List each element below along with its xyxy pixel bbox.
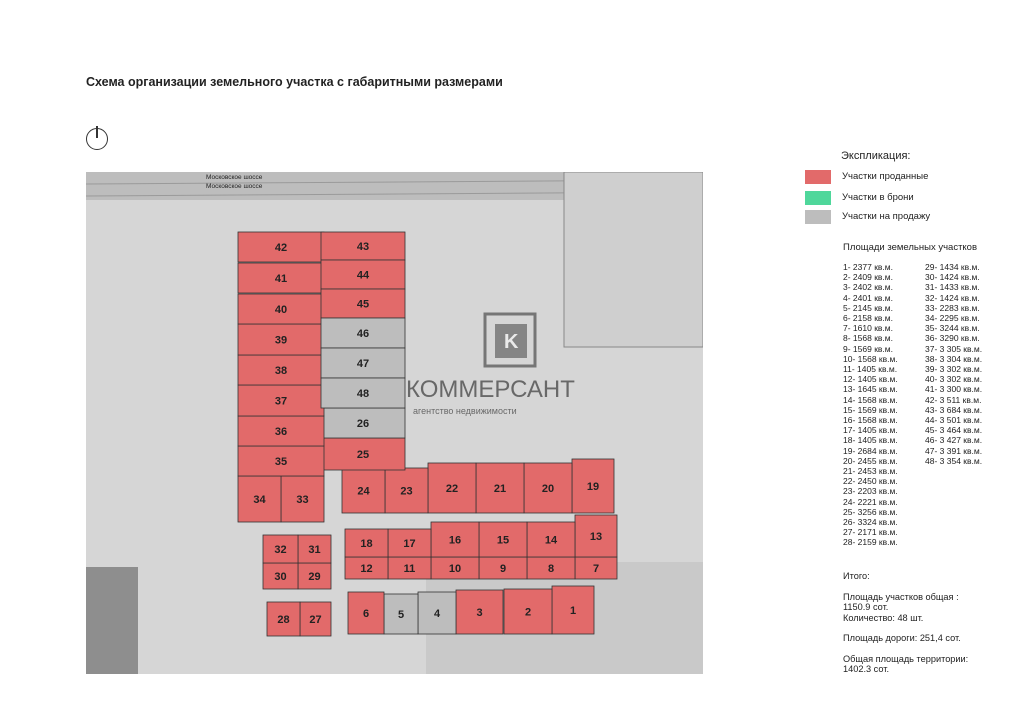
- legend-label: Участки в брони: [842, 192, 914, 203]
- area-entry: 19- 2684 кв.м.: [843, 445, 898, 456]
- area-entry: 21- 2453 кв.м.: [843, 466, 898, 477]
- plot-number: 35: [274, 456, 288, 468]
- area-entry: 40- 3 302 кв.м.: [925, 374, 983, 385]
- area-entry: 35- 3244 кв.м.: [925, 323, 980, 334]
- plot-number: 9: [499, 563, 507, 575]
- plot-number: 22: [445, 483, 459, 495]
- legend-label: Участки проданные: [842, 171, 929, 182]
- neighbour-plot: [564, 172, 703, 347]
- watermark-name: КОММЕРСАНТ: [406, 376, 575, 403]
- plot-number: 12: [360, 563, 373, 575]
- area-entry: 30- 1424 кв.м.: [925, 272, 980, 283]
- area-entry: 36- 3290 кв.м.: [925, 333, 980, 344]
- legend-item-reserved: [805, 191, 1023, 205]
- area-entry: 45- 3 464 кв.м.: [925, 425, 983, 436]
- plot-number: 47: [356, 358, 370, 370]
- area-entry: 22- 2450 кв.м.: [843, 476, 898, 487]
- area-entry: 16- 1568 кв.м.: [843, 415, 898, 426]
- area-entry: 26- 3324 кв.м.: [843, 517, 898, 528]
- area-entry: 29- 1434 кв.м.: [925, 262, 980, 272]
- summary-road: Площадь дороги: 251,4 сот.: [843, 633, 961, 643]
- plot-number: 39: [274, 334, 288, 347]
- area-entry: 48- 3 354 кв.м.: [925, 455, 983, 466]
- area-entry: 2- 2409 кв.м.: [843, 272, 893, 283]
- plot-number: 34: [253, 494, 266, 506]
- summary-territory-label: Общая площадь территории:: [843, 653, 969, 664]
- plot-number: 27: [309, 614, 322, 626]
- legend-swatch: [805, 210, 831, 224]
- plot-number: 20: [541, 483, 555, 495]
- summary-area-label: Площадь участков общая :: [843, 591, 959, 602]
- plot-number: 3: [476, 607, 483, 619]
- plot-number: 23: [400, 485, 413, 498]
- plot-number: 26: [356, 418, 370, 430]
- site-plan-map: [86, 172, 703, 674]
- area-entry: 28- 2159 кв.м.: [843, 537, 898, 548]
- area-entry: 43- 3 684 кв.м.: [925, 404, 983, 415]
- legend-item-for-sale: [805, 210, 1023, 224]
- area-entry: 33- 2283 кв.м.: [925, 302, 980, 313]
- plot-number: 36: [274, 426, 288, 438]
- area-entry: 47- 3 391 кв.м.: [925, 445, 983, 456]
- area-entry: 25- 3256 кв.м.: [843, 506, 898, 517]
- legend-title: Экспликация:: [841, 150, 911, 162]
- area-entry: 9- 1569 кв.м.: [843, 343, 893, 354]
- area-entry: 3- 2402 кв.м.: [843, 282, 893, 293]
- area-entry: 15- 1569 кв.м.: [843, 404, 898, 415]
- area-entry: 7- 1610 кв.м.: [843, 323, 893, 334]
- watermark-subtitle: агентство недвижимости: [413, 406, 517, 416]
- plot-number: 29: [308, 571, 321, 583]
- area-entry: 39- 3 302 кв.м.: [925, 364, 983, 375]
- area-entry: 6- 2158 кв.м.: [843, 313, 893, 324]
- area-entry: 37- 3 305 кв.м.: [925, 343, 983, 354]
- plot-number: 7: [592, 563, 600, 575]
- areas-column-1: [843, 262, 898, 548]
- plot-number: 10: [448, 563, 462, 575]
- area-entry: 44- 3 501 кв.м.: [925, 415, 983, 426]
- area-entry: 8- 1568 кв.м.: [843, 333, 893, 344]
- plot-number: 32: [274, 544, 287, 556]
- plot-number: 17: [403, 538, 416, 550]
- area-entry: 4- 2401 кв.м.: [843, 292, 893, 303]
- plot-number: 19: [586, 481, 600, 493]
- plot-number: 25: [356, 449, 370, 461]
- plot-number: 48: [356, 388, 370, 400]
- plot-number: 13: [589, 531, 603, 543]
- highway-label: Московское шоссе: [206, 183, 263, 190]
- plot-number: 1: [569, 605, 577, 617]
- area-entry: 20- 2455 кв.м.: [843, 455, 898, 466]
- area-entry: 27- 2171 кв.м.: [843, 527, 898, 538]
- areas-column-2: [925, 262, 982, 466]
- area-entry: 17- 1405 кв.м.: [843, 425, 898, 436]
- plot-number: 46: [356, 328, 370, 340]
- plot-number: 6: [362, 608, 370, 620]
- highway-label: Московское шоссе: [206, 174, 263, 181]
- plot-number: 43: [356, 241, 370, 253]
- plot-number: 24: [357, 485, 370, 498]
- plot-number: 33: [296, 494, 309, 506]
- area-entry: 24- 2221 кв.м.: [843, 496, 898, 507]
- plot-number: 2: [524, 606, 532, 619]
- area-entry: 18- 1405 кв.м.: [843, 435, 898, 446]
- plot-number: 45: [356, 298, 370, 311]
- area-entry: 13- 1645 кв.м.: [843, 384, 898, 395]
- area-entry: 42- 3 511 кв.м.: [925, 394, 982, 405]
- plot-number: 42: [274, 242, 288, 254]
- area-entry: 32- 1424 кв.м.: [925, 292, 980, 303]
- summary-total-label: Итого:: [843, 571, 870, 581]
- plot-number: 14: [544, 534, 558, 547]
- legend-item-sold: [805, 170, 1023, 184]
- area-entry: 46- 3 427 кв.м.: [925, 435, 983, 446]
- plot-number: 15: [496, 534, 510, 547]
- plot-number: 37: [274, 395, 288, 408]
- plot-number: 38: [274, 365, 288, 377]
- areas-title: Площади земельных участков: [843, 242, 978, 253]
- north-arrow-icon: [86, 128, 108, 150]
- page-title: Схема организации земельного участка с габаритными размерами: [86, 75, 503, 89]
- dark-area: [86, 567, 138, 674]
- plot-number: 18: [360, 538, 373, 550]
- summary-territory-value: 1402.3 сот.: [843, 664, 889, 674]
- area-entry: 10- 1568 кв.м.: [843, 353, 898, 364]
- plot-number: 31: [308, 544, 321, 556]
- legend-label: Участки на продажу: [842, 211, 931, 222]
- area-entry: 38- 3 304 кв.м.: [925, 353, 983, 364]
- area-entry: 12- 1405 кв.м.: [843, 374, 898, 385]
- plot-number: 8: [547, 563, 555, 575]
- summary: [843, 571, 968, 675]
- plot-number: 40: [274, 304, 288, 316]
- legend-swatch: [805, 170, 831, 184]
- area-entry: 11- 1405 кв.м.: [843, 364, 898, 375]
- plot-number: 11: [403, 563, 416, 575]
- area-entry: 41- 3 300 кв.м.: [925, 384, 983, 395]
- area-entry: 14- 1568 кв.м.: [843, 394, 898, 405]
- area-entry: 31- 1433 кв.м.: [925, 282, 980, 293]
- area-entry: 5- 2145 кв.м.: [843, 302, 893, 313]
- plot-number: 30: [274, 571, 287, 583]
- summary-area-value: 1150.9 сот.: [843, 602, 889, 612]
- summary-count: Количество: 48 шт.: [843, 612, 924, 623]
- legend-swatch: [805, 191, 831, 205]
- plot-number: 5: [397, 609, 405, 621]
- plot-number: 16: [448, 534, 462, 547]
- area-entry: 1- 2377 кв.м.: [843, 262, 893, 272]
- plot-number: 41: [274, 273, 288, 285]
- area-entry: 34- 2295 кв.м.: [925, 313, 980, 324]
- plot-number: 44: [356, 269, 370, 282]
- plot-number: 4: [433, 608, 441, 620]
- plot-number: 21: [493, 483, 507, 495]
- svg-text:K: K: [504, 331, 519, 353]
- area-entry: 23- 2203 кв.м.: [843, 486, 898, 497]
- plot-number: 28: [277, 614, 290, 626]
